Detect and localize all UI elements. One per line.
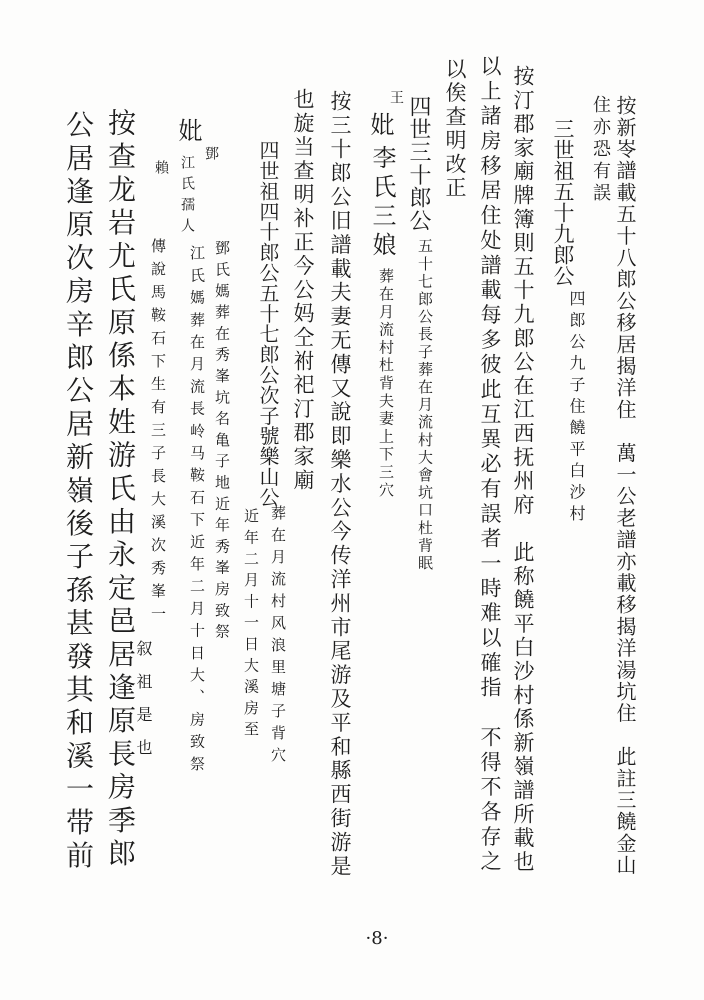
note-column: 按新岺譜載五十八郎公移居揭洋住 萬一公老譜亦載移揭洋湯坑住 此註三饒金山 xyxy=(613,95,637,877)
ancestor-heading: 四世三十郎公 xyxy=(406,95,431,232)
spouse-name: 鄧 xyxy=(203,146,219,160)
note-column: 以上諸房移居住处譜載每多彼此互異必有誤者一時难以確指 不得不各存之 xyxy=(478,55,502,876)
spouse-prefix: 妣 xyxy=(174,118,202,142)
spouse-surname-small: 王 xyxy=(388,90,404,104)
note-column: 按三十郎公旧譜載夫妻无傳又說即樂水公今传洋州市尾游及平和縣西街游是 xyxy=(328,90,352,879)
spouse-annotation: 江氏媽葬在月流長岭马鞍石下近年二月十日大、房致祭 xyxy=(188,245,206,778)
spouse-annotation: 鄧氏媽葬在秀峯坑名亀子地近年秀峯房致祭 xyxy=(213,240,231,645)
note-column-continuation: 住亦恐有誤 xyxy=(590,95,611,205)
note-column: 以俟查明改正 xyxy=(443,58,467,201)
spouse-annotation: 傳說馬鞍石下生有三子長大溪次秀峯一 xyxy=(149,238,167,629)
spouse-heading: 李氏三娘 xyxy=(368,145,396,261)
ancestor-heading: 四世祖四十郎公五十七郎公次子號樂山公 xyxy=(256,140,280,508)
spouse-prefix: 妣 xyxy=(366,112,394,136)
spouse-name: 江氏孺人 xyxy=(179,155,195,239)
ancestor-annotation: 近年二月十一日大溪房至 xyxy=(242,508,260,743)
note-column: 按汀郡家廟牌簿則五十九郎公在江西抚州府 此称饒平白沙村係新嶺譜所載也 xyxy=(511,65,535,875)
spouse-annotation: 葬在月流村杜背夫妻上下三穴 xyxy=(377,268,395,500)
ancestor-annotation: 葬在月流村风浪里塘子背穴 xyxy=(269,505,287,769)
spouse-name: 賴 xyxy=(153,160,169,174)
note-column: 也旋当查明补正今公妈仝祔祀汀郡家廟 xyxy=(291,88,315,493)
page-number: ·8· xyxy=(365,928,389,949)
spouse-annotation-tail: 叙祖是也 xyxy=(134,640,153,772)
note-column: 按查龙岩尤氏原係本姓游氏由永定邑居逢原長房季郎 xyxy=(104,108,137,872)
note-column: 公居逢原次房辛郎公居新嶺後子孫甚發其和溪一带前 xyxy=(62,110,95,874)
ancestor-heading: 三世祖五十九郎公 xyxy=(551,118,575,286)
ancestor-annotation: 五十七郎公長子葬在月流村大會坑口杜背眠 xyxy=(416,238,434,573)
ancestor-annotation: 四郎公九子住饒平白沙村 xyxy=(567,290,586,527)
